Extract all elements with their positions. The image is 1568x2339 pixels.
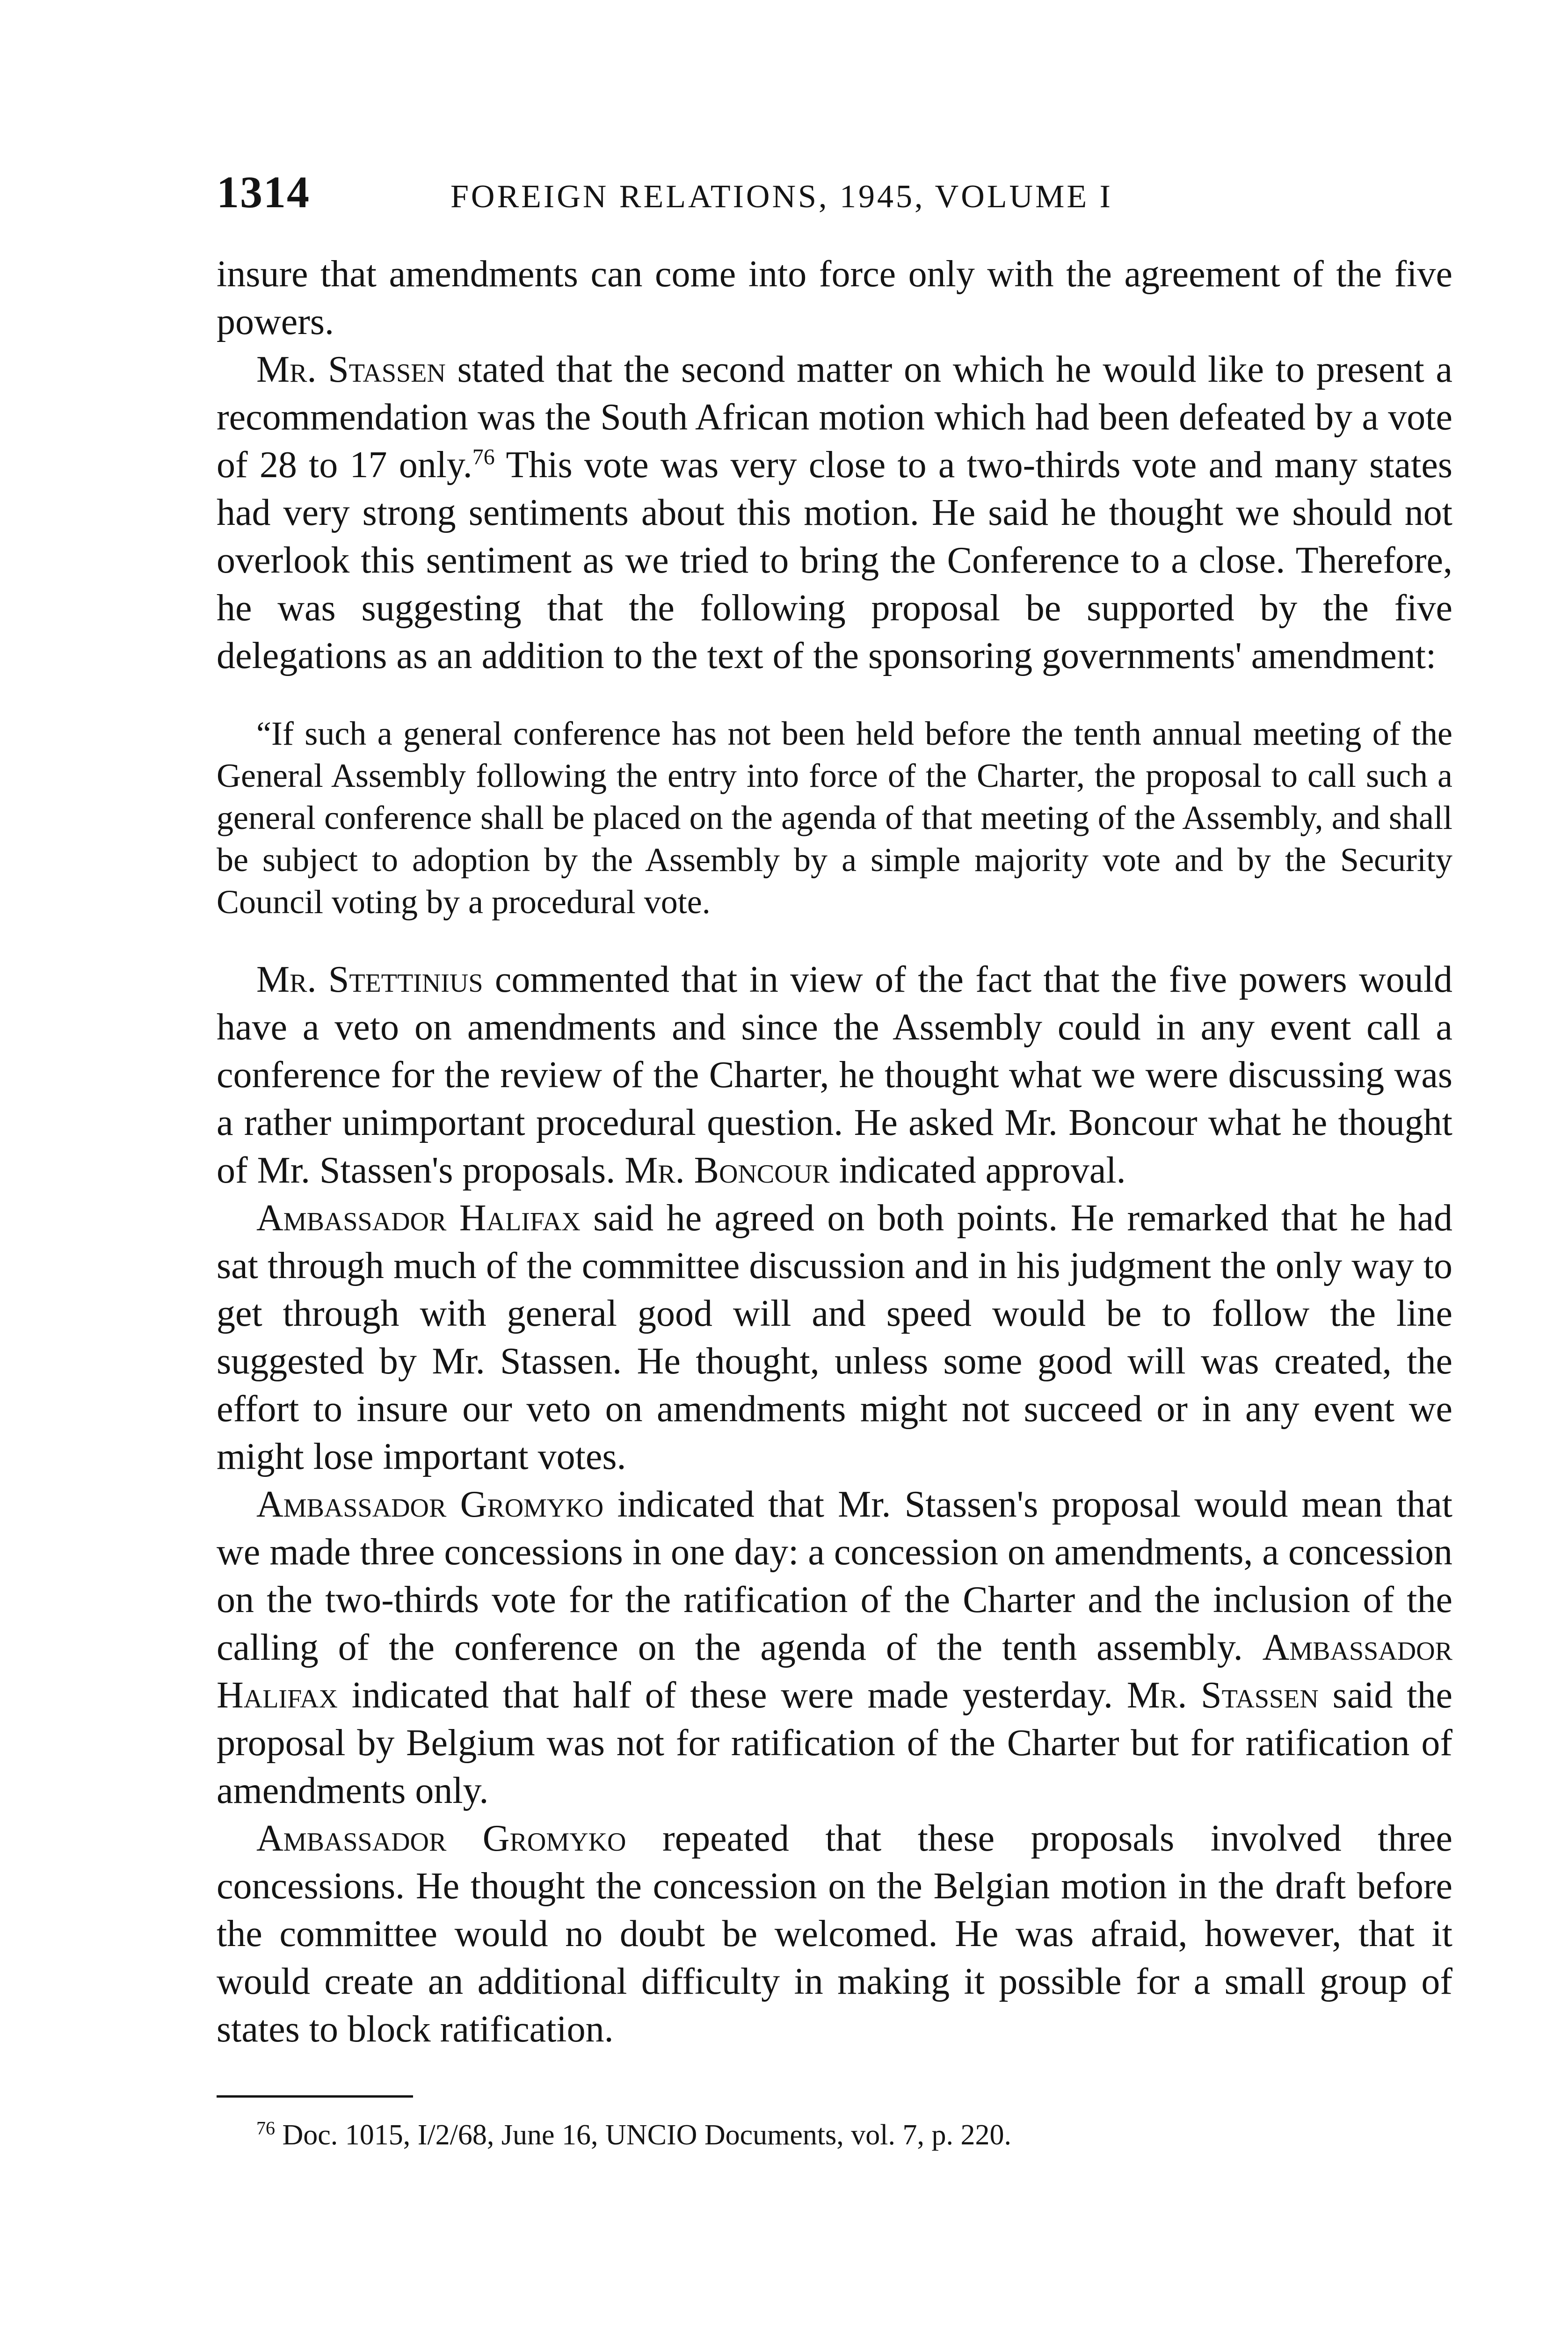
paragraph-continuation — [217, 250, 1452, 346]
paragraph-text: stated that the second matter on which he would like to present a recommendation was the South African motion which had been defeated by a vote of 28 to 17 only. — [217, 349, 1452, 486]
paragraph-text: indicated that Mr. Stassen's proposal would mean that we made three concessions in one day: a concession on amendments, a concession on the two-thirds vote for the ratification of the Charter and the inclusion of the calling of the conference on the agenda of the tenth assembly. — [217, 1484, 1453, 1668]
body-text — [217, 250, 1452, 2053]
paragraph-stettinius — [217, 956, 1452, 1194]
speaker-name: Mr. Stassen — [256, 349, 446, 390]
paragraph-text: repeated that these proposals involved three concessions. He thought the concession on the Belgian motion in the draft before the committee would no doubt be welcomed. He was afraid, however, that it would create an additional difficulty in making it possible for a small group of states to block ratification. — [217, 1818, 1453, 2050]
paragraph-gromyko-repeated — [217, 1815, 1452, 2053]
paragraph-text: commented that in view of the fact that the five powers would have a veto on amendments and since the Assembly could in any event call a conference for the review of the Charter, he thought what we were discussing was a rather unimportant procedural question. He asked Mr. Boncour what he thought of Mr. Stassen's proposals. — [217, 959, 1452, 1191]
speaker-name: Ambassador Gromyko — [256, 1484, 604, 1525]
speaker-name: Ambassador Halifax — [256, 1198, 581, 1239]
quote-text: “If such a general conference has not been held before the tenth annual meeting of the General Assembly following the entry into force of the Charter, the proposal to call such a general conference shall be placed on the agenda of that meeting of the Assembly, and shall be subject to adoption by the Assembly by a simple majority vote and by the Security Council voting by a procedural vote. — [217, 715, 1452, 921]
paragraph-halifax — [217, 1194, 1452, 1481]
footnote-text: Doc. 1015, I/2/68, June 16, UNCIO Documents, vol. 7, p. 220. — [275, 2119, 1011, 2151]
speaker-name: Ambassador Halifax — [217, 1627, 1452, 1716]
speaker-name: Mr. Stassen — [1126, 1675, 1319, 1716]
speaker-name: Ambassador Gromyko — [256, 1818, 626, 1859]
paragraph-text: said the proposal by Belgium was not for ratification of the Charter but for ratification of amendments only. — [217, 1675, 1452, 1811]
paragraph-text: said he agreed on both points. He remarked that he had sat through much of the committee discussion and in his judgment the only way to get through with general good will and speed would be to follow the line suggested by Mr. Stassen. He thought, unless some good will was created, the effort to insure our veto on amendments might not succeed or in any event we might lose important votes. — [217, 1198, 1453, 1477]
document-page — [217, 166, 1452, 2154]
paragraph-text: indicated approval. — [829, 1150, 1126, 1191]
paragraph-gromyko-concessions — [217, 1481, 1452, 1815]
paragraph-text: insure that amendments can come into force only with the agreement of the five powers. — [217, 254, 1452, 342]
paragraph-text: indicated that half of these were made yesterday. — [337, 1675, 1127, 1716]
speaker-name: Mr. Stettinius — [256, 959, 483, 1000]
paragraph-text: This vote was very close to a two-thirds vote and many states had very strong sentiments about this motion. He said he thought we should not overlook this sentiment as we tried to bring the Conference to a close. Therefore, he was suggesting that the following proposal be supported by the five delegations as an addition to the text of the sponsoring governments' amendment: — [217, 444, 1452, 676]
page-number: 1314 — [217, 167, 310, 217]
running-head: FOREIGN RELATIONS, 1945, VOLUME I — [450, 179, 1113, 215]
block-quote — [217, 712, 1452, 923]
page-header — [217, 166, 1452, 236]
speaker-name: Mr. Boncour — [624, 1150, 830, 1191]
footnote-divider — [217, 2095, 413, 2098]
footnote — [217, 2116, 1452, 2154]
paragraph-stassen-recommendation — [217, 346, 1452, 680]
footnote-mark: 76 — [256, 2117, 275, 2139]
footnote-reference: 76 — [472, 444, 495, 470]
